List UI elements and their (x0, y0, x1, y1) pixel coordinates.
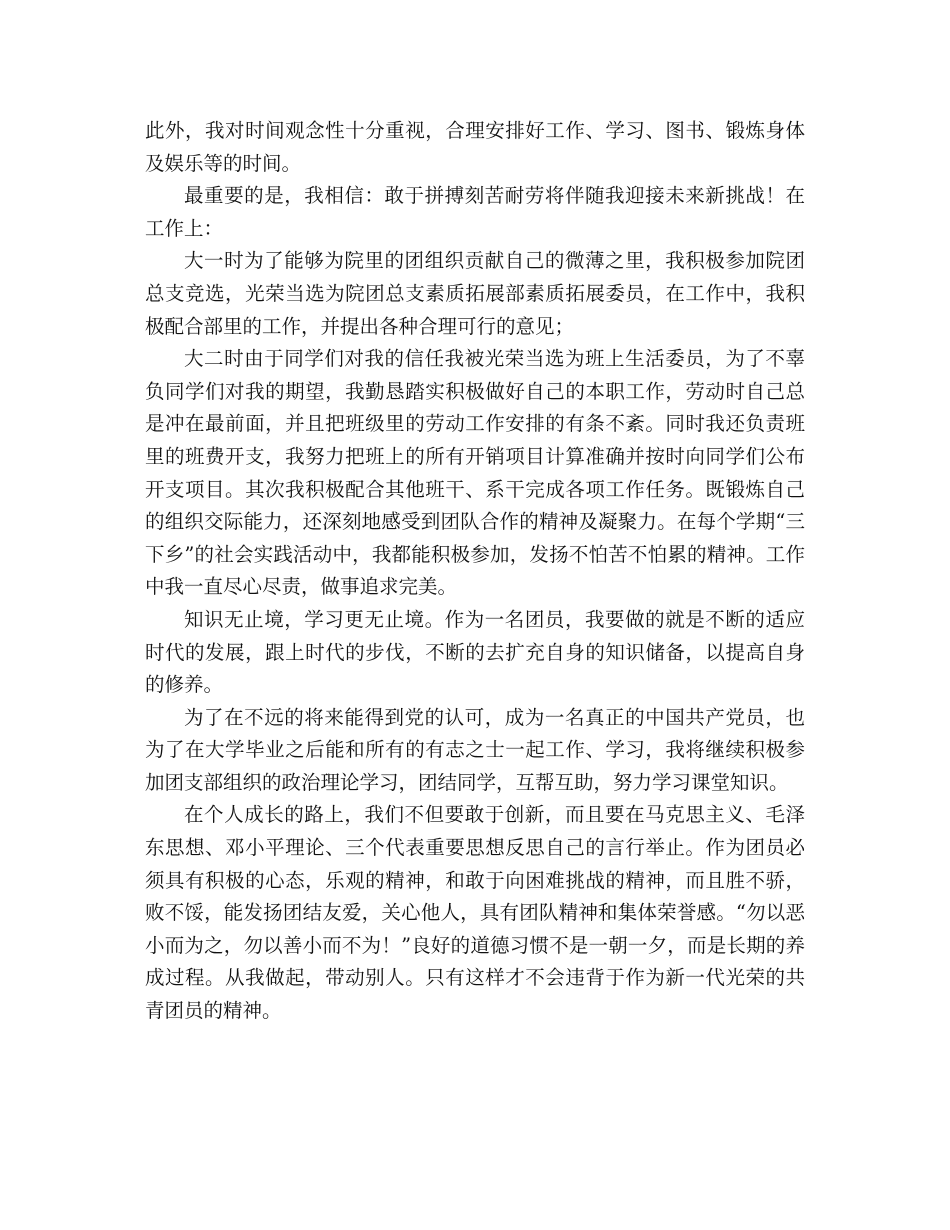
paragraph-party-goal: 为了在不远的将来能得到党的认可，成为一名真正的中国共产党员，也为了在大学毕业之后能和所有的有志之士一起工作、学习，我将继续积极参加团支部组织的政治理论学习，团结同学，互帮互助，努力学习课堂知识。 (145, 705, 805, 794)
paragraph-belief: 最重要的是，我相信：敢于拼搏刻苦耐劳将伴随我迎接未来新挑战！在工作上： (145, 184, 805, 240)
paragraph-freshman-year: 大一时为了能够为院里的团组织贡献自己的微薄之里，我积极参加院团总支竞选，光荣当选为院团总支素质拓展部素质拓展委员，在工作中，我积极配合部里的工作，并提出各种合理可行的意见； (145, 249, 805, 338)
paragraph-sophomore-year: 大二时由于同学们对我的信任我被光荣当选为班上生活委员，为了不辜负同学们对我的期望，我勤恳踏实积极做好自己的本职工作，劳动时自己总是冲在最前面，并且把班级里的劳动工作安排的有条不紊。同时我还负责班里的班费开支，我努力把班上的所有开销项目计算准确并按时向同学们公布开支项目。其次我积极配合其他班干、系干完成各项工作任务。既锻炼自己的组织交际能力，还深刻地感受到团队合作的精神及凝聚力。在每个学期“三下乡”的社会实践活动中，我都能积极参加，发扬不怕苦不怕累的精神。工作中我一直尽心尽责，做事追求完美。 (145, 347, 805, 599)
paragraph-knowledge: 知识无止境，学习更无止境。作为一名团员，我要做的就是不断的适应时代的发展，跟上时代的步伐，不断的去扩充自身的知识储备，以提高自身的修养。 (145, 607, 805, 697)
paragraph-time-management: 此外，我对时间观念性十分重视，合理安排好工作、学习、图书、锻炼身体及娱乐等的时间。 (145, 119, 805, 175)
document-body (145, 115, 805, 1028)
paragraph-personal-growth: 在个人成长的路上，我们不但要敢于创新，而且要在马克思主义、毛泽东思想、邓小平理论、三个代表重要思想反思自己的言行举止。作为团员必须具有积极的心态，乐观的精神，和敢于向困难挑战的精神，而且胜不骄，败不馁，能发扬团结友爱，关心他人，具有团队精神和集体荣誉感。“勿以恶小而为之，勿以善小而不为！”良好的道德习惯不是一朝一夕，而是长期的养成过程。从我做起，带动别人。只有这样才不会违背于作为新一代光荣的共青团员的精神。 (145, 803, 805, 1023)
